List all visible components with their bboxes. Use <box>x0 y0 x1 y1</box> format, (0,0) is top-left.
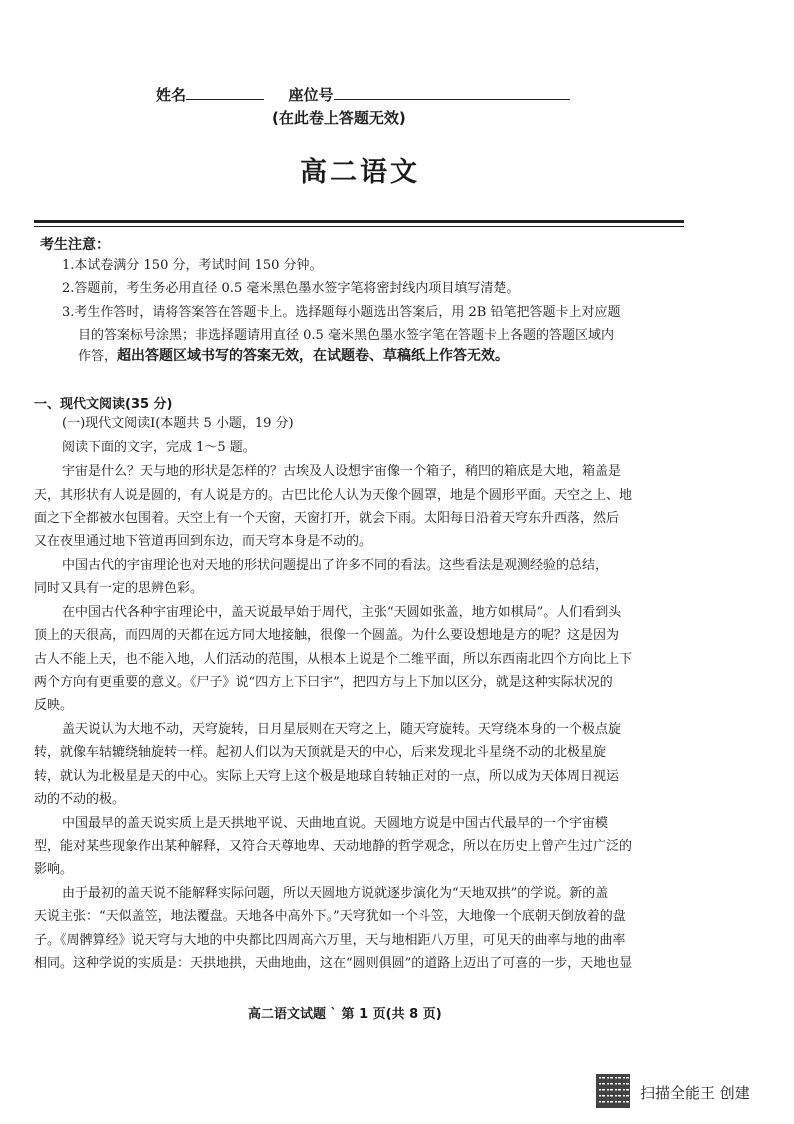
name-label: 姓名 <box>156 86 187 104</box>
passage-line: 顶上的天很高，而四周的天都在远方同大地接触，很像一个圆盖。为什么要设想地是方的呢？这是因为 <box>34 628 620 643</box>
scanner-watermark: 扫描全能王 创建 <box>640 1084 750 1102</box>
passage-line: 在中国古代各种宇宙理论中，盖天说最早始于周代，主张“天圆如张盖，地方如棋局”。人们看到头 <box>62 605 622 620</box>
passage-line: 影响。 <box>34 862 74 877</box>
divider-thin <box>34 226 684 227</box>
passage-line: 转，就像车轱辘绕轴旋转一样。起初人们以为天顶就是天的中心，后来发现北斗星绕不动的北极星旋 <box>34 745 607 760</box>
instruction-item: 2.答题前，考生务必用直径 0.5 毫米黑色墨水签字笔将密封线内项目填写清楚。 <box>62 281 520 296</box>
divider-thick <box>34 220 684 223</box>
passage-line: 动的不动的极。 <box>34 792 126 807</box>
seat-blank <box>334 85 570 100</box>
passage-line: 面之下全都被水包围着。天空上有一个天窗，天窗打开，就会下雨。太阳每日沿着天穹东升西落，然后 <box>34 511 620 526</box>
name-blank <box>186 85 264 100</box>
instruction-item: 目的答案标号涂黑；非选择题请用直径 0.5 毫米黑色墨水签字笔在答题卡上各题的答题区域内 <box>78 328 614 343</box>
passage-line: 古人不能上天，也不能入地，人们活动的范围，从根本上说是个二维平面，所以东西南北四个方向比上下 <box>34 652 633 667</box>
passage-line: 型，能对某些现象作出某种解释，又符合天尊地卑、天动地静的哲学观念，所以在历史上曾产生过广泛的 <box>34 839 633 854</box>
instruction-item: 3.考生作答时，请将答案答在答题卡上。选择题每小题选出答案后，用 2B 铅笔把答题卡上对应题 <box>62 305 621 320</box>
passage-line: 中国古代的宇宙理论也对天地的形状问题提出了许多不同的看法。这些看法是观测经验的总结， <box>62 558 609 573</box>
qr-code-icon <box>596 1074 630 1108</box>
passage-line: 中国最早的盖天说实质上是天拱地平说、天曲地直说。天圆地方说是中国古代最早的一个宇宙模 <box>62 816 609 831</box>
passage-line: 天，其形状有人说是圆的，有人说是方的。古巴比伦人认为天像个圆罩，地是个圆形平面。天空之上、地 <box>34 488 633 503</box>
instruction-item-start: 作答， <box>78 349 118 364</box>
passage-line: 宇宙是什么？天与地的形状是怎样的？古埃及人设想宇宙像一个箱子，稍凹的箱底是大地，箱盖是 <box>62 464 622 479</box>
passage-line: 两个方向有更重要的意义。《尸子》说“四方上下曰宇”，把四方与上下加以区分，就是这种实际状况的 <box>34 675 613 690</box>
passage-line: 天说主张：“天似盖笠，地法覆盘。天地各中高外下。”天穹犹如一个斗笠，大地像一个底朝天倒放着的盘 <box>34 909 626 924</box>
invalid-notice: (在此卷上答题无效) <box>272 109 406 127</box>
instructions-heading: 考生注意： <box>40 237 110 253</box>
section-prompt: 阅读下面的文字，完成 1～5 题。 <box>62 440 256 455</box>
passage-line: 相同。这种学说的实质是：天拱地拱，天曲地曲，这在“圆则俱圆”的道路上迈出了可喜的一步，天地也显 <box>34 956 633 971</box>
passage-line: 又在夜里通过地下管道再回到东边，而天穹本身是不动的。 <box>34 534 373 549</box>
page-title: 高二语文 <box>300 157 420 188</box>
passage-line: 反映。 <box>34 698 74 713</box>
section-title: 一、现代文阅读(35 分) <box>34 397 173 412</box>
passage-line: 子。《周髀算经》说天穹与大地的中央都比四周高六万里，天与地相距八万里，可见天的曲率与地的曲率 <box>34 933 626 948</box>
page-footer: 高二语文试题 ` 第 1 页(共 8 页) <box>248 1007 442 1022</box>
instruction-item-last <box>78 344 509 369</box>
name-label-row <box>156 84 570 105</box>
passage-line: 转，就认为北极星是天的中心。实际上天穹上这个极是地球自转轴正对的一点，所以成为天体周日视运 <box>34 769 620 784</box>
passage-line: 由于最初的盖天说不能解释实际问题，所以天圆地方说就逐步演化为“天地双拱”的学说。新的盖 <box>62 886 609 901</box>
instruction-emphasis: 超出答题区域书写的答案无效，在试题卷、草稿纸上作答无效。 <box>117 348 510 364</box>
seat-label: 座位号 <box>288 86 334 104</box>
passage-line: 同时又具有一定的思辨色彩。 <box>34 581 204 596</box>
section-subtitle: (一)现代文阅读Ⅰ(本题共 5 小题，19 分) <box>62 416 294 431</box>
passage-line: 盖天说认为大地不动，天穹旋转，日月星辰则在天穹之上，随天穹旋转。天穹绕本身的一个极点旋 <box>62 722 622 737</box>
instruction-item: 1.本试卷满分 150 分，考试时间 150 分钟。 <box>62 258 323 273</box>
